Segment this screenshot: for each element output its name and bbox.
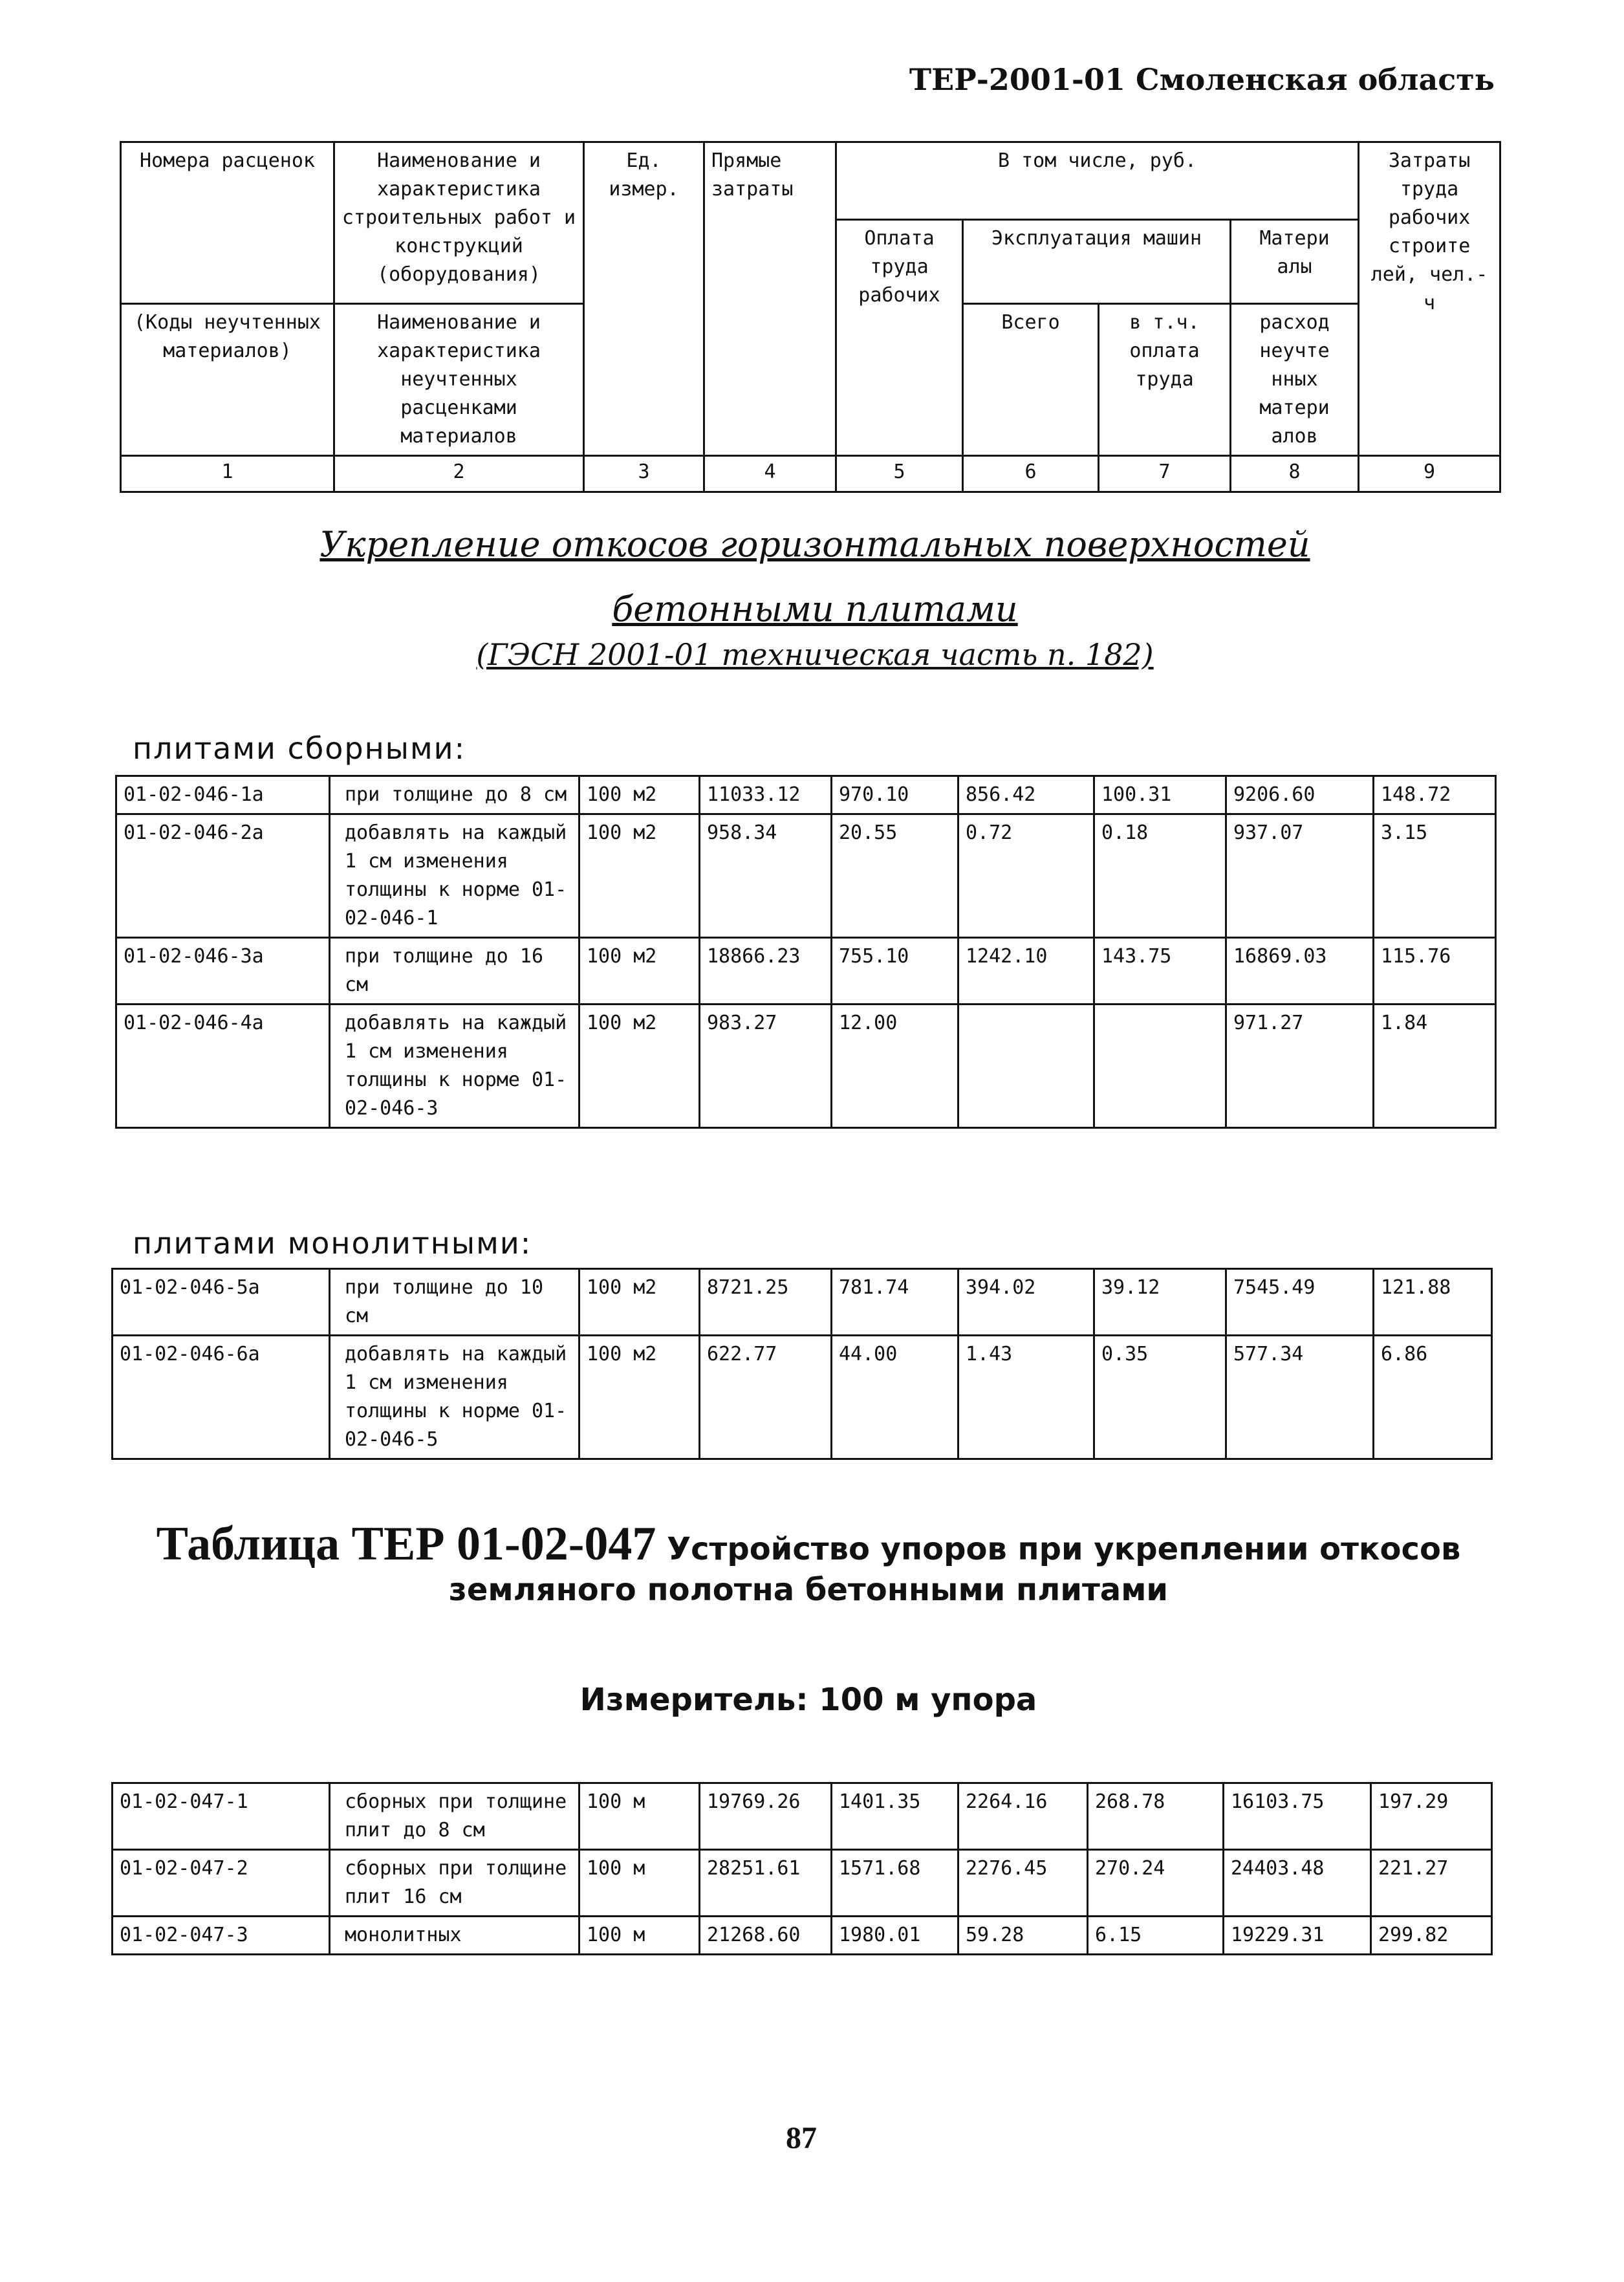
table2 bbox=[111, 1782, 1493, 1955]
cell-mach-pay: 0.35 bbox=[1094, 1336, 1226, 1459]
cell-pay: 1401.35 bbox=[832, 1783, 958, 1850]
table-row bbox=[113, 1917, 1492, 1955]
group2-table bbox=[111, 1268, 1493, 1460]
col-number: 6 bbox=[963, 456, 1099, 492]
table2-meter: Измеритель: 100 м упора bbox=[579, 1682, 1037, 1718]
cell-mach: 1.43 bbox=[958, 1336, 1094, 1459]
cell-unit: 100 м bbox=[579, 1783, 700, 1850]
cell-name: добавлять на каждый 1 см изменения толщины к норме 01-02-046-3 bbox=[330, 1005, 579, 1128]
cell-direct: 19769.26 bbox=[700, 1783, 832, 1850]
cell-unit: 100 м2 bbox=[579, 1336, 700, 1459]
cell-labor: 197.29 bbox=[1371, 1783, 1492, 1850]
col-name-sub-header: Наименование и характеристика неучтенных расценками материалов bbox=[334, 304, 584, 456]
col-materials-header: Матери алы bbox=[1231, 220, 1359, 304]
cell-code: 01-02-046-3а bbox=[116, 938, 330, 1005]
cell-mat: 971.27 bbox=[1226, 1005, 1374, 1128]
cell-name: при толщине до 16 см bbox=[330, 938, 579, 1005]
cell-mach-pay: 143.75 bbox=[1094, 938, 1226, 1005]
cell-mach: 2276.45 bbox=[958, 1850, 1088, 1917]
col-number: 4 bbox=[704, 456, 836, 492]
cell-unit: 100 м2 bbox=[579, 814, 700, 938]
cell-labor: 6.86 bbox=[1374, 1336, 1492, 1459]
cell-direct: 983.27 bbox=[700, 1005, 832, 1128]
cell-mat: 9206.60 bbox=[1226, 776, 1374, 814]
section-reference: (ГЭСН 2001-01 техническая часть п. 182) bbox=[476, 637, 1154, 672]
table-row bbox=[116, 1005, 1496, 1128]
cell-direct: 8721.25 bbox=[700, 1269, 832, 1336]
cell-name: сборных при толщине плит до 8 см bbox=[330, 1783, 579, 1850]
cell-code: 01-02-046-4а bbox=[116, 1005, 330, 1128]
cell-mat: 16103.75 bbox=[1224, 1783, 1371, 1850]
cell-mat: 7545.49 bbox=[1226, 1269, 1374, 1336]
col-materials-sub-header: расход неучте нных матери алов bbox=[1231, 304, 1359, 456]
cell-unit: 100 м bbox=[579, 1917, 700, 1955]
cell-pay: 781.74 bbox=[832, 1269, 958, 1336]
cell-name: добавлять на каждый 1 см изменения толщины к норме 01-02-046-1 bbox=[330, 814, 579, 938]
col-number: 5 bbox=[836, 456, 963, 492]
cell-mach: 2264.16 bbox=[958, 1783, 1088, 1850]
cell-direct: 21268.60 bbox=[700, 1917, 832, 1955]
cell-labor: 115.76 bbox=[1374, 938, 1496, 1005]
group2-title: плитами монолитными: bbox=[133, 1226, 532, 1261]
cell-mach: 0.72 bbox=[958, 814, 1094, 938]
cell-mach: 1242.10 bbox=[958, 938, 1094, 1005]
cell-name: при толщине до 10 см bbox=[330, 1269, 579, 1336]
col-number: 3 bbox=[584, 456, 704, 492]
section-title-line1: Укрепление откосов горизонтальных поверхностей bbox=[319, 524, 1310, 565]
cell-name: монолитных bbox=[330, 1917, 579, 1955]
group1-title: плитами сборными: bbox=[133, 731, 466, 766]
cell-unit: 100 м2 bbox=[579, 1005, 700, 1128]
cell-code: 01-02-047-3 bbox=[113, 1917, 330, 1955]
cell-code: 01-02-046-6а bbox=[113, 1336, 330, 1459]
col-total-header: Всего bbox=[963, 304, 1099, 456]
cell-pay: 20.55 bbox=[832, 814, 958, 938]
table2-caption-number: Таблица ТЕР 01-02-047 bbox=[156, 1517, 656, 1570]
cell-direct: 28251.61 bbox=[700, 1850, 832, 1917]
cell-pay: 1980.01 bbox=[832, 1917, 958, 1955]
section-title-line2: бетонными плитами bbox=[612, 589, 1018, 629]
cell-labor: 3.15 bbox=[1374, 814, 1496, 938]
cell-labor: 1.84 bbox=[1374, 1005, 1496, 1128]
cell-unit: 100 м bbox=[579, 1850, 700, 1917]
cell-unit: 100 м2 bbox=[579, 776, 700, 814]
column-numbers-row bbox=[121, 456, 1500, 492]
cell-code: 01-02-046-2а bbox=[116, 814, 330, 938]
col-number: 1 bbox=[121, 456, 334, 492]
col-exploit-header: Эксплуатация машин bbox=[963, 220, 1231, 304]
page-header: ТЕР-2001-01 Смоленская область bbox=[909, 62, 1495, 97]
cell-direct: 622.77 bbox=[700, 1336, 832, 1459]
cell-mat: 19229.31 bbox=[1224, 1917, 1371, 1955]
cell-name: сборных при толщине плит 16 см bbox=[330, 1850, 579, 1917]
cell-direct: 958.34 bbox=[700, 814, 832, 938]
table-row bbox=[116, 938, 1496, 1005]
cell-mach-pay: 6.15 bbox=[1088, 1917, 1224, 1955]
cell-pay: 1571.68 bbox=[832, 1850, 958, 1917]
page-number: 87 bbox=[786, 2121, 817, 2155]
cell-mach: 394.02 bbox=[958, 1269, 1094, 1336]
table2-caption-text: Устройство упоров при укреплении откосов земляного полотна бетонными плитами bbox=[448, 1531, 1461, 1608]
col-number: 2 bbox=[334, 456, 584, 492]
group1-table bbox=[115, 775, 1497, 1129]
cell-mat: 577.34 bbox=[1226, 1336, 1374, 1459]
cell-unit: 100 м2 bbox=[579, 1269, 700, 1336]
table2-caption bbox=[129, 1517, 1488, 1608]
col-incl-pay-header: в т.ч. оплата труда bbox=[1099, 304, 1231, 456]
cell-mach: 856.42 bbox=[958, 776, 1094, 814]
cell-code: 01-02-046-5а bbox=[113, 1269, 330, 1336]
table-row bbox=[113, 1850, 1492, 1917]
cell-labor: 221.27 bbox=[1371, 1850, 1492, 1917]
cell-labor: 299.82 bbox=[1371, 1917, 1492, 1955]
cell-mach bbox=[958, 1005, 1094, 1128]
cell-mach-pay: 268.78 bbox=[1088, 1783, 1224, 1850]
cell-mach-pay: 100.31 bbox=[1094, 776, 1226, 814]
cell-unit: 100 м2 bbox=[579, 938, 700, 1005]
col-direct-header: Прямые затраты bbox=[704, 142, 836, 456]
cell-mat: 937.07 bbox=[1226, 814, 1374, 938]
cell-labor: 148.72 bbox=[1374, 776, 1496, 814]
cell-mach-pay: 39.12 bbox=[1094, 1269, 1226, 1336]
cell-name: добавлять на каждый 1 см изменения толщины к норме 01-02-046-5 bbox=[330, 1336, 579, 1459]
cell-code: 01-02-046-1а bbox=[116, 776, 330, 814]
col-codes-header: Номера расценок bbox=[121, 142, 334, 304]
cell-pay: 12.00 bbox=[832, 1005, 958, 1128]
col-number: 8 bbox=[1231, 456, 1359, 492]
table-row bbox=[113, 1269, 1492, 1336]
cell-mat: 24403.48 bbox=[1224, 1850, 1371, 1917]
cell-mach-pay bbox=[1094, 1005, 1226, 1128]
col-pay-header: Оплата труда рабочих bbox=[836, 220, 963, 456]
cell-mach: 59.28 bbox=[958, 1917, 1088, 1955]
cell-labor: 121.88 bbox=[1374, 1269, 1492, 1336]
col-number: 7 bbox=[1099, 456, 1231, 492]
col-codes-sub-header: (Коды неучтенных материалов) bbox=[121, 304, 334, 456]
cell-code: 01-02-047-2 bbox=[113, 1850, 330, 1917]
header-table bbox=[120, 141, 1501, 493]
col-labor-header: Затраты труда рабочих строите лей, чел.-ч bbox=[1359, 142, 1500, 456]
cell-mach-pay: 270.24 bbox=[1088, 1850, 1224, 1917]
table-row bbox=[116, 814, 1496, 938]
col-unit-header: Ед. измер. bbox=[584, 142, 704, 456]
col-number: 9 bbox=[1359, 456, 1500, 492]
cell-direct: 18866.23 bbox=[700, 938, 832, 1005]
table-row bbox=[113, 1783, 1492, 1850]
cell-mach-pay: 0.18 bbox=[1094, 814, 1226, 938]
cell-mat: 16869.03 bbox=[1226, 938, 1374, 1005]
cell-pay: 970.10 bbox=[832, 776, 958, 814]
table-row bbox=[116, 776, 1496, 814]
table-row bbox=[113, 1336, 1492, 1459]
cell-name: при толщине до 8 см bbox=[330, 776, 579, 814]
col-name-header: Наименование и характеристика строительных работ и конструкций (оборудования) bbox=[334, 142, 584, 304]
cell-direct: 11033.12 bbox=[700, 776, 832, 814]
cell-pay: 44.00 bbox=[832, 1336, 958, 1459]
cell-pay: 755.10 bbox=[832, 938, 958, 1005]
cell-code: 01-02-047-1 bbox=[113, 1783, 330, 1850]
col-incl-header: В том числе, руб. bbox=[836, 142, 1359, 220]
